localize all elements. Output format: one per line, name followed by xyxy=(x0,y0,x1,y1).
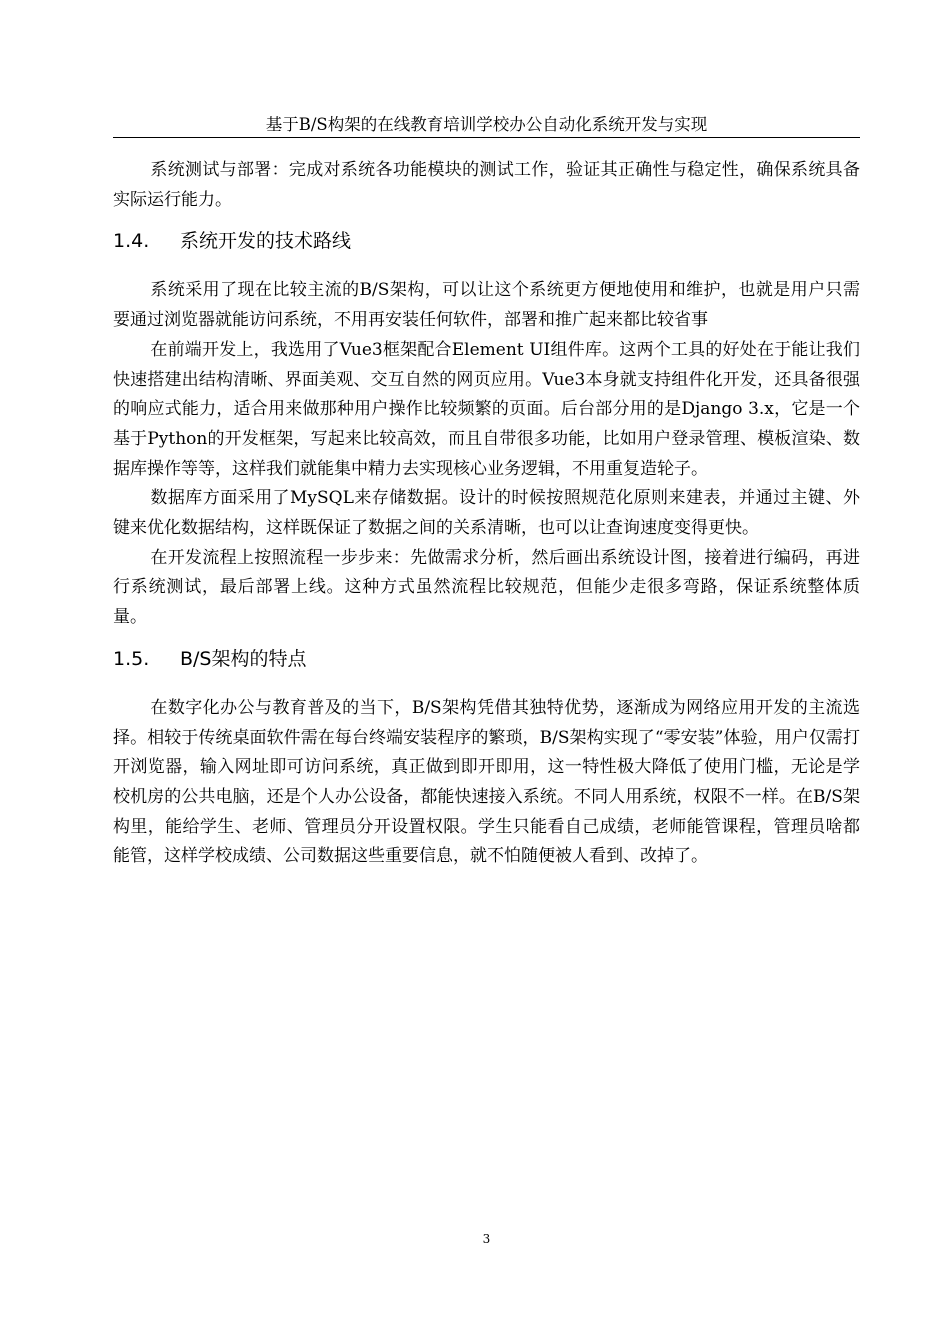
page-number: 3 xyxy=(482,1232,491,1246)
document-body xyxy=(113,156,860,872)
section-title: B/S架构的特点 xyxy=(180,647,307,670)
paragraph: 系统采用了现在比较主流的B/S架构，可以让这个系统更方便地使用和维护，也就是用户只需要通过浏览器就能访问系统，不用再安装任何软件，部署和推广起来都比较省事 xyxy=(113,280,860,331)
section-number: 1.4. xyxy=(113,230,150,253)
section-heading-1-5 xyxy=(113,646,860,672)
section-number: 1.5. xyxy=(113,647,150,670)
paragraph: 在数字化办公与教育普及的当下，B/S架构凭借其独特优势，逐渐成为网络应用开发的主流选择。相较于传统桌面软件需在每台终端安装程序的繁琐，B/S架构实现了“零安装”体验，用户仅需打开浏览器，输入网址即可访问系统，真正做到即开即用，这一特性极大降低了使用门槛，无论是学校机房的公共电脑，还是个人办公设备，都能快速接入系统。不同人用系统，权限不一样。在B/S架构里，能给学生、老师、管理员分开设置权限。学生只能看自己成绩，老师能管课程，管理员啥都能管，这样学校成绩、公司数据这些重要信息，就不怕随便被人看到、改掉了。 xyxy=(113,697,860,867)
intro-paragraph: 系统测试与部署：完成对系统各功能模块的测试工作，验证其正确性与稳定性，确保系统具备实际运行能力。 xyxy=(113,160,860,210)
section-title: 系统开发的技术路线 xyxy=(180,230,352,253)
section-heading-1-4 xyxy=(113,228,860,254)
paragraph: 在前端开发上，我选用了Vue3框架配合Element UI组件库。这两个工具的好处在于能让我们快速搭建出结构清晰、界面美观、交互自然的网页应用。Vue3本身就支持组件化开发，还具备很强的响应式能力，适合用来做那种用户操作比较频繁的页面。后台部分用的是Django 3.x，它是一个基于Python的开发框架，写起来比较高效，而且自带很多功能，比如用户登录管理、模板渲染、数据库操作等等，这样我们就能集中精力去实现核心业务逻辑，不用重复造轮子。 xyxy=(113,339,860,479)
running-header: 基于B/S构架的在线教育培训学校办公自动化系统开发与实现 xyxy=(265,115,708,134)
paragraph: 在开发流程上按照流程一步步来：先做需求分析，然后画出系统设计图，接着进行编码，再进行系统测试，最后部署上线。这种方式虽然流程比较规范，但能少走很多弯路，保证系统整体质量。 xyxy=(113,547,860,628)
header-rule xyxy=(113,137,860,138)
paragraph: 数据库方面采用了MySQL来存储数据。设计的时候按照规范化原则来建表，并通过主键、外键来优化数据结构，这样既保证了数据之间的关系清晰，也可以让查询速度变得更快。 xyxy=(113,488,860,539)
